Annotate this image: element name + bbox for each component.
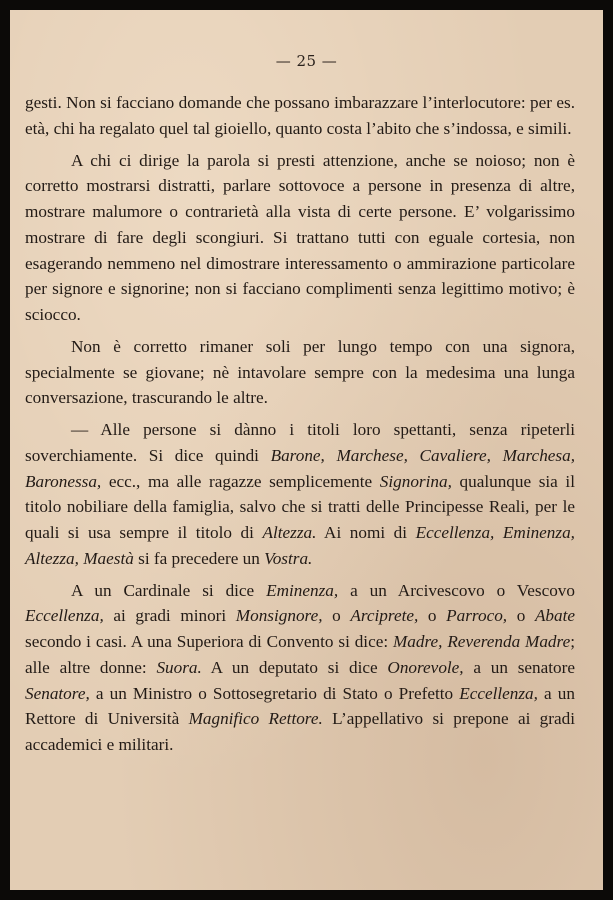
italic-term: Suora.	[156, 657, 202, 677]
italic-term: Madre, Reverenda Madre	[392, 632, 571, 651]
italic-term: Altezza.	[262, 523, 317, 542]
italic-term: Onorevole,	[387, 657, 464, 677]
text-segment: si fa precedere un	[133, 548, 265, 568]
paragraph	[25, 578, 575, 758]
text-segment: A un Cardinale si dice	[71, 580, 267, 600]
text-segment: gesti. Non si facciano domande che possano imbarazzare l’interlocutore: per es. età, chi ha regalato quel tal gioiello, quanto costa l’abito che s’indossa, e simili.	[25, 93, 575, 138]
text-segment: Non è corretto rimaner soli per lungo tempo con una signora, specialmente se giovane; nè intavolare sempre con la medesima una lunga conversazione, trascurando le altre.	[25, 336, 575, 408]
text-segment: qualunque sia il titolo nobiliare della famiglia, salvo che si tratti delle Principesse Reali, per le quali si usa sempre il titolo di	[25, 471, 575, 542]
text-segment: a un Ministro o Sottosegretario di Stato o Prefetto	[89, 683, 460, 703]
text-segment: secondo i casi. A una Superiora di Convento si dice:	[25, 632, 393, 651]
text-segment: ai gradi minori	[103, 606, 236, 626]
book-page	[10, 10, 603, 890]
paragraph	[25, 417, 575, 572]
italic-term: Eccellenza, Eminenza, Altezza, Maestà	[25, 523, 575, 568]
italic-term: Vostra.	[264, 548, 313, 568]
italic-term: Abate	[534, 606, 576, 626]
italic-term: Magnifico Rettore.	[188, 709, 323, 729]
text-segment: A chi ci dirige la parola si presti attenzione, anche se noioso; non è corretto mostrarsi distratti, parlare sottovoce a persone in presenza di altre, mostrare malumore o contrarietà alla vista di certe persone. E’ volgarissimo mostrare di fare degli scongiuri. Si trattano tutti con eguale cortesia, non esagerando nemmeno nel dimostrare interessamento o ammirazione particolare per signore e signorine; non si facciano complimenti senza legittimo motivo; è sciocco.	[25, 150, 575, 324]
italic-term: Signorina,	[379, 471, 452, 491]
text-segment: A un deputato si dice	[201, 657, 388, 677]
italic-term: Senatore,	[25, 683, 90, 703]
text-segment: o	[322, 606, 351, 626]
text-segment: ecc., ma alle ragazze semplicemente	[101, 471, 380, 491]
page-number: — 25 —	[275, 52, 338, 70]
text-segment: Ai nomi di	[316, 523, 416, 542]
italic-term: Arciprete,	[350, 606, 419, 626]
italic-term: Barone, Marchese, Cavaliere, Marchesa, Baronessa,	[25, 445, 575, 491]
text-segment: a un Rettore di Università	[25, 683, 575, 729]
italic-term: Monsignore,	[235, 606, 323, 626]
text-segment: o	[418, 606, 447, 626]
text-segment: o	[507, 606, 535, 626]
text-segment: a un Arcivescovo o Vescovo	[338, 580, 575, 600]
italic-term: Eccellenza,	[459, 683, 538, 703]
text-segment: ; alle altre donne:	[25, 632, 575, 677]
text-segment: — Alle persone si dànno i titoli loro spettanti, senza ripeterli soverchiamente. Si dice quindi	[25, 420, 575, 465]
text-segment: L’appellativo si prepone ai gradi accademici e militari.	[25, 709, 575, 754]
body-text	[25, 90, 575, 758]
italic-term: Parroco,	[446, 606, 508, 626]
italic-term: Eccellenza,	[25, 606, 104, 626]
paragraph	[25, 148, 575, 328]
paragraph	[25, 334, 575, 411]
text-segment: a un senatore	[463, 657, 575, 677]
paragraph	[25, 90, 575, 142]
italic-term: Eminenza,	[266, 580, 339, 600]
